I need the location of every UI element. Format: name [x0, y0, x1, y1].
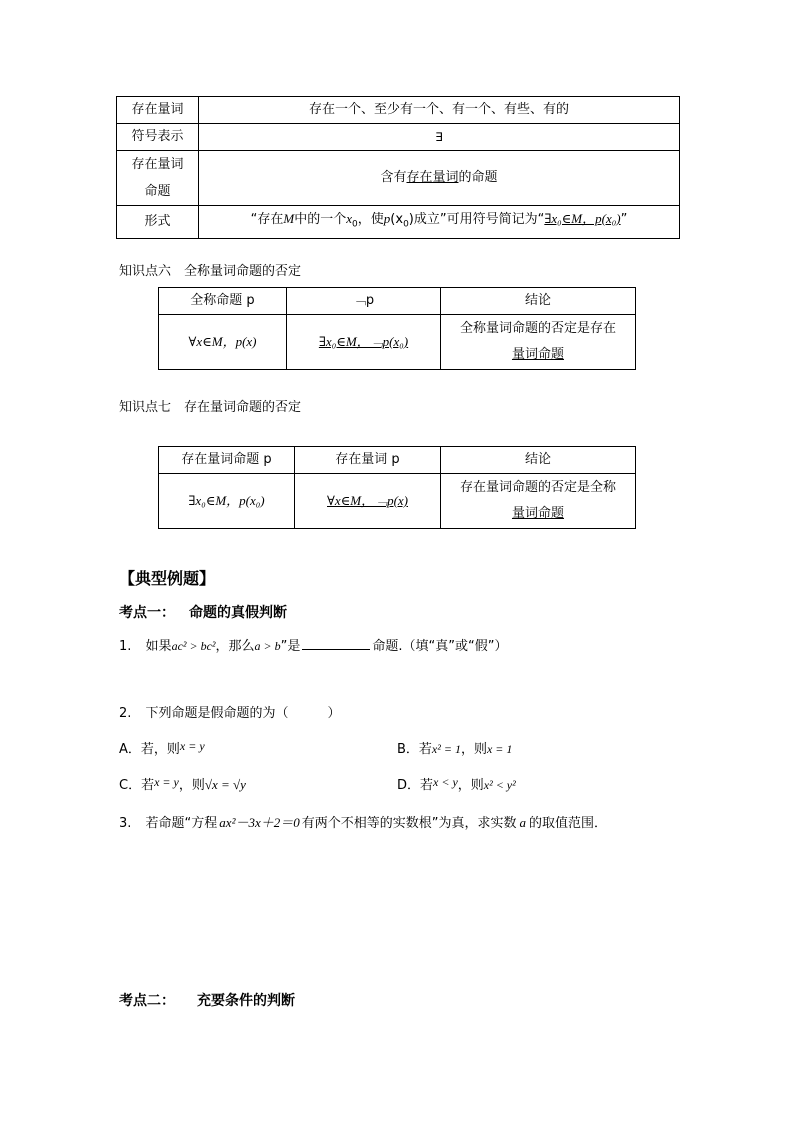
table-cell: [117, 151, 199, 206]
question-3: [119, 812, 607, 831]
table-cell-line: 存在量词命题的否定是全称: [459, 480, 616, 495]
cell-underlined: 存在量词: [406, 170, 459, 185]
question-text: 下列命题是假命题的为（ ）: [145, 706, 341, 721]
section-title: 知识点六 全称量词命题的否定: [119, 264, 302, 279]
option-label: D．若: [397, 778, 434, 793]
point-title: 命题的真假判断: [189, 605, 287, 621]
math-expr: x² < y²: [483, 778, 516, 792]
option-text: ，则: [178, 778, 205, 793]
question-number: 3.: [119, 816, 132, 831]
table-cell: 存在量词: [117, 97, 199, 124]
option-a: [119, 738, 205, 757]
cell-text: “存在: [250, 212, 284, 227]
point2-heading: [119, 990, 295, 1010]
math-expr: ac² > bc²: [171, 639, 216, 653]
subscript: 0: [403, 219, 409, 230]
question-number: 1.: [119, 639, 132, 654]
table-cell: 符号表示: [117, 124, 199, 151]
question-number: 2.: [119, 706, 132, 721]
cell-underlined: ∃x₀∈M，p(x₀): [544, 211, 621, 226]
math-var: p: [383, 211, 391, 226]
cell-text: )成立”可用符号简记为“: [408, 212, 545, 227]
table-header: 结论: [441, 447, 636, 474]
option-b: [397, 738, 512, 757]
question-text: ，那么: [215, 639, 255, 654]
question-2: [119, 702, 341, 721]
option-label: B．若: [397, 742, 432, 757]
table-cell: 形式: [117, 206, 199, 239]
table-header: 结论: [441, 288, 636, 315]
table-cell: [441, 474, 636, 529]
table-row: [117, 206, 680, 239]
question-1: [119, 635, 507, 654]
option-label: C．若: [119, 778, 155, 793]
question-text: 有两个不相等的实数根”为真，求实数: [301, 816, 517, 831]
table-header: 全称命题 p: [159, 288, 287, 315]
table-row: [117, 97, 680, 124]
math-expr: a > b: [254, 639, 281, 653]
examples-heading: 【典型例题】: [119, 569, 216, 588]
table-row: [159, 288, 636, 315]
table-cell: ∀x∈M，p(x): [159, 315, 287, 370]
cell-text: ”: [620, 212, 628, 227]
table-cell: ∀x∈M，﹁p(x): [295, 474, 441, 529]
option-c: [119, 774, 246, 793]
table-row: [159, 447, 636, 474]
option-d: [397, 774, 516, 793]
math-expr: x < y: [433, 775, 458, 789]
point1-heading: [119, 602, 287, 622]
cell-text: 的命题: [458, 170, 498, 185]
option-label: A．若: [119, 742, 154, 757]
table-cell: ∃x₀∈M，﹁p(x₀): [287, 315, 441, 370]
option-text: ，则: [460, 742, 487, 757]
table-cell-line: 存在量词: [131, 157, 184, 172]
cell-text: 中的一个: [294, 212, 347, 227]
option-text: ，则: [153, 742, 180, 757]
table-cell: 存在一个、至少有一个、有一个、有些、有的: [199, 97, 680, 124]
table-cell-line: 量词命题: [511, 347, 564, 362]
cell-text: ，使: [357, 212, 384, 227]
math-var: M: [283, 211, 295, 226]
quantifier-table: [116, 96, 680, 239]
table-cell: [441, 315, 636, 370]
cell-text: (x: [390, 212, 404, 227]
table-header: 存在量词命题 p: [159, 447, 295, 474]
subscript: 0: [352, 219, 358, 230]
table-row: [117, 151, 680, 206]
point-label: 考点二：: [119, 993, 175, 1009]
math-expr: √x = √y: [204, 777, 246, 792]
universal-negation-table: [158, 287, 636, 370]
table-cell-line: 命题: [144, 184, 171, 199]
table-header: 存在量词 p: [295, 447, 441, 474]
question-text: ”是: [280, 639, 301, 654]
question-text: 若命题“方程: [145, 816, 218, 831]
math-expr: x = y: [154, 775, 179, 789]
table-cell: [199, 206, 680, 239]
table-header: ﹁p: [287, 288, 441, 315]
table-cell-line: 量词命题: [511, 506, 564, 521]
existential-negation-table: [158, 446, 636, 529]
table-cell: ∃x₀∈M，p(x₀): [159, 474, 295, 529]
math-expr: ax²－3x＋2＝0: [219, 815, 300, 830]
option-text: ，则: [457, 778, 484, 793]
table-row: [159, 474, 636, 529]
math-var: a: [519, 815, 526, 830]
answer-blank[interactable]: [302, 637, 370, 650]
table-row: [117, 124, 680, 151]
section-title: 知识点七 存在量词命题的否定: [119, 400, 302, 415]
table-row: [159, 315, 636, 370]
point-title: 充要条件的判断: [197, 993, 295, 1009]
math-expr: x = y: [179, 739, 205, 753]
cell-text: 含有: [380, 170, 407, 185]
table-cell-line: 全称量词命题的否定是存在: [459, 321, 616, 336]
question-text: 如果: [145, 639, 172, 654]
table-cell: [199, 151, 680, 206]
question-text: 的取值范围．: [529, 816, 608, 831]
math-expr: x² = 1: [431, 742, 461, 756]
math-expr: x = 1: [486, 742, 513, 756]
point-label: 考点一：: [119, 605, 175, 621]
question-text: 命题.（填“真”或“假”）: [372, 639, 508, 654]
table-cell: ∃: [199, 124, 680, 151]
math-var: x: [346, 211, 353, 226]
